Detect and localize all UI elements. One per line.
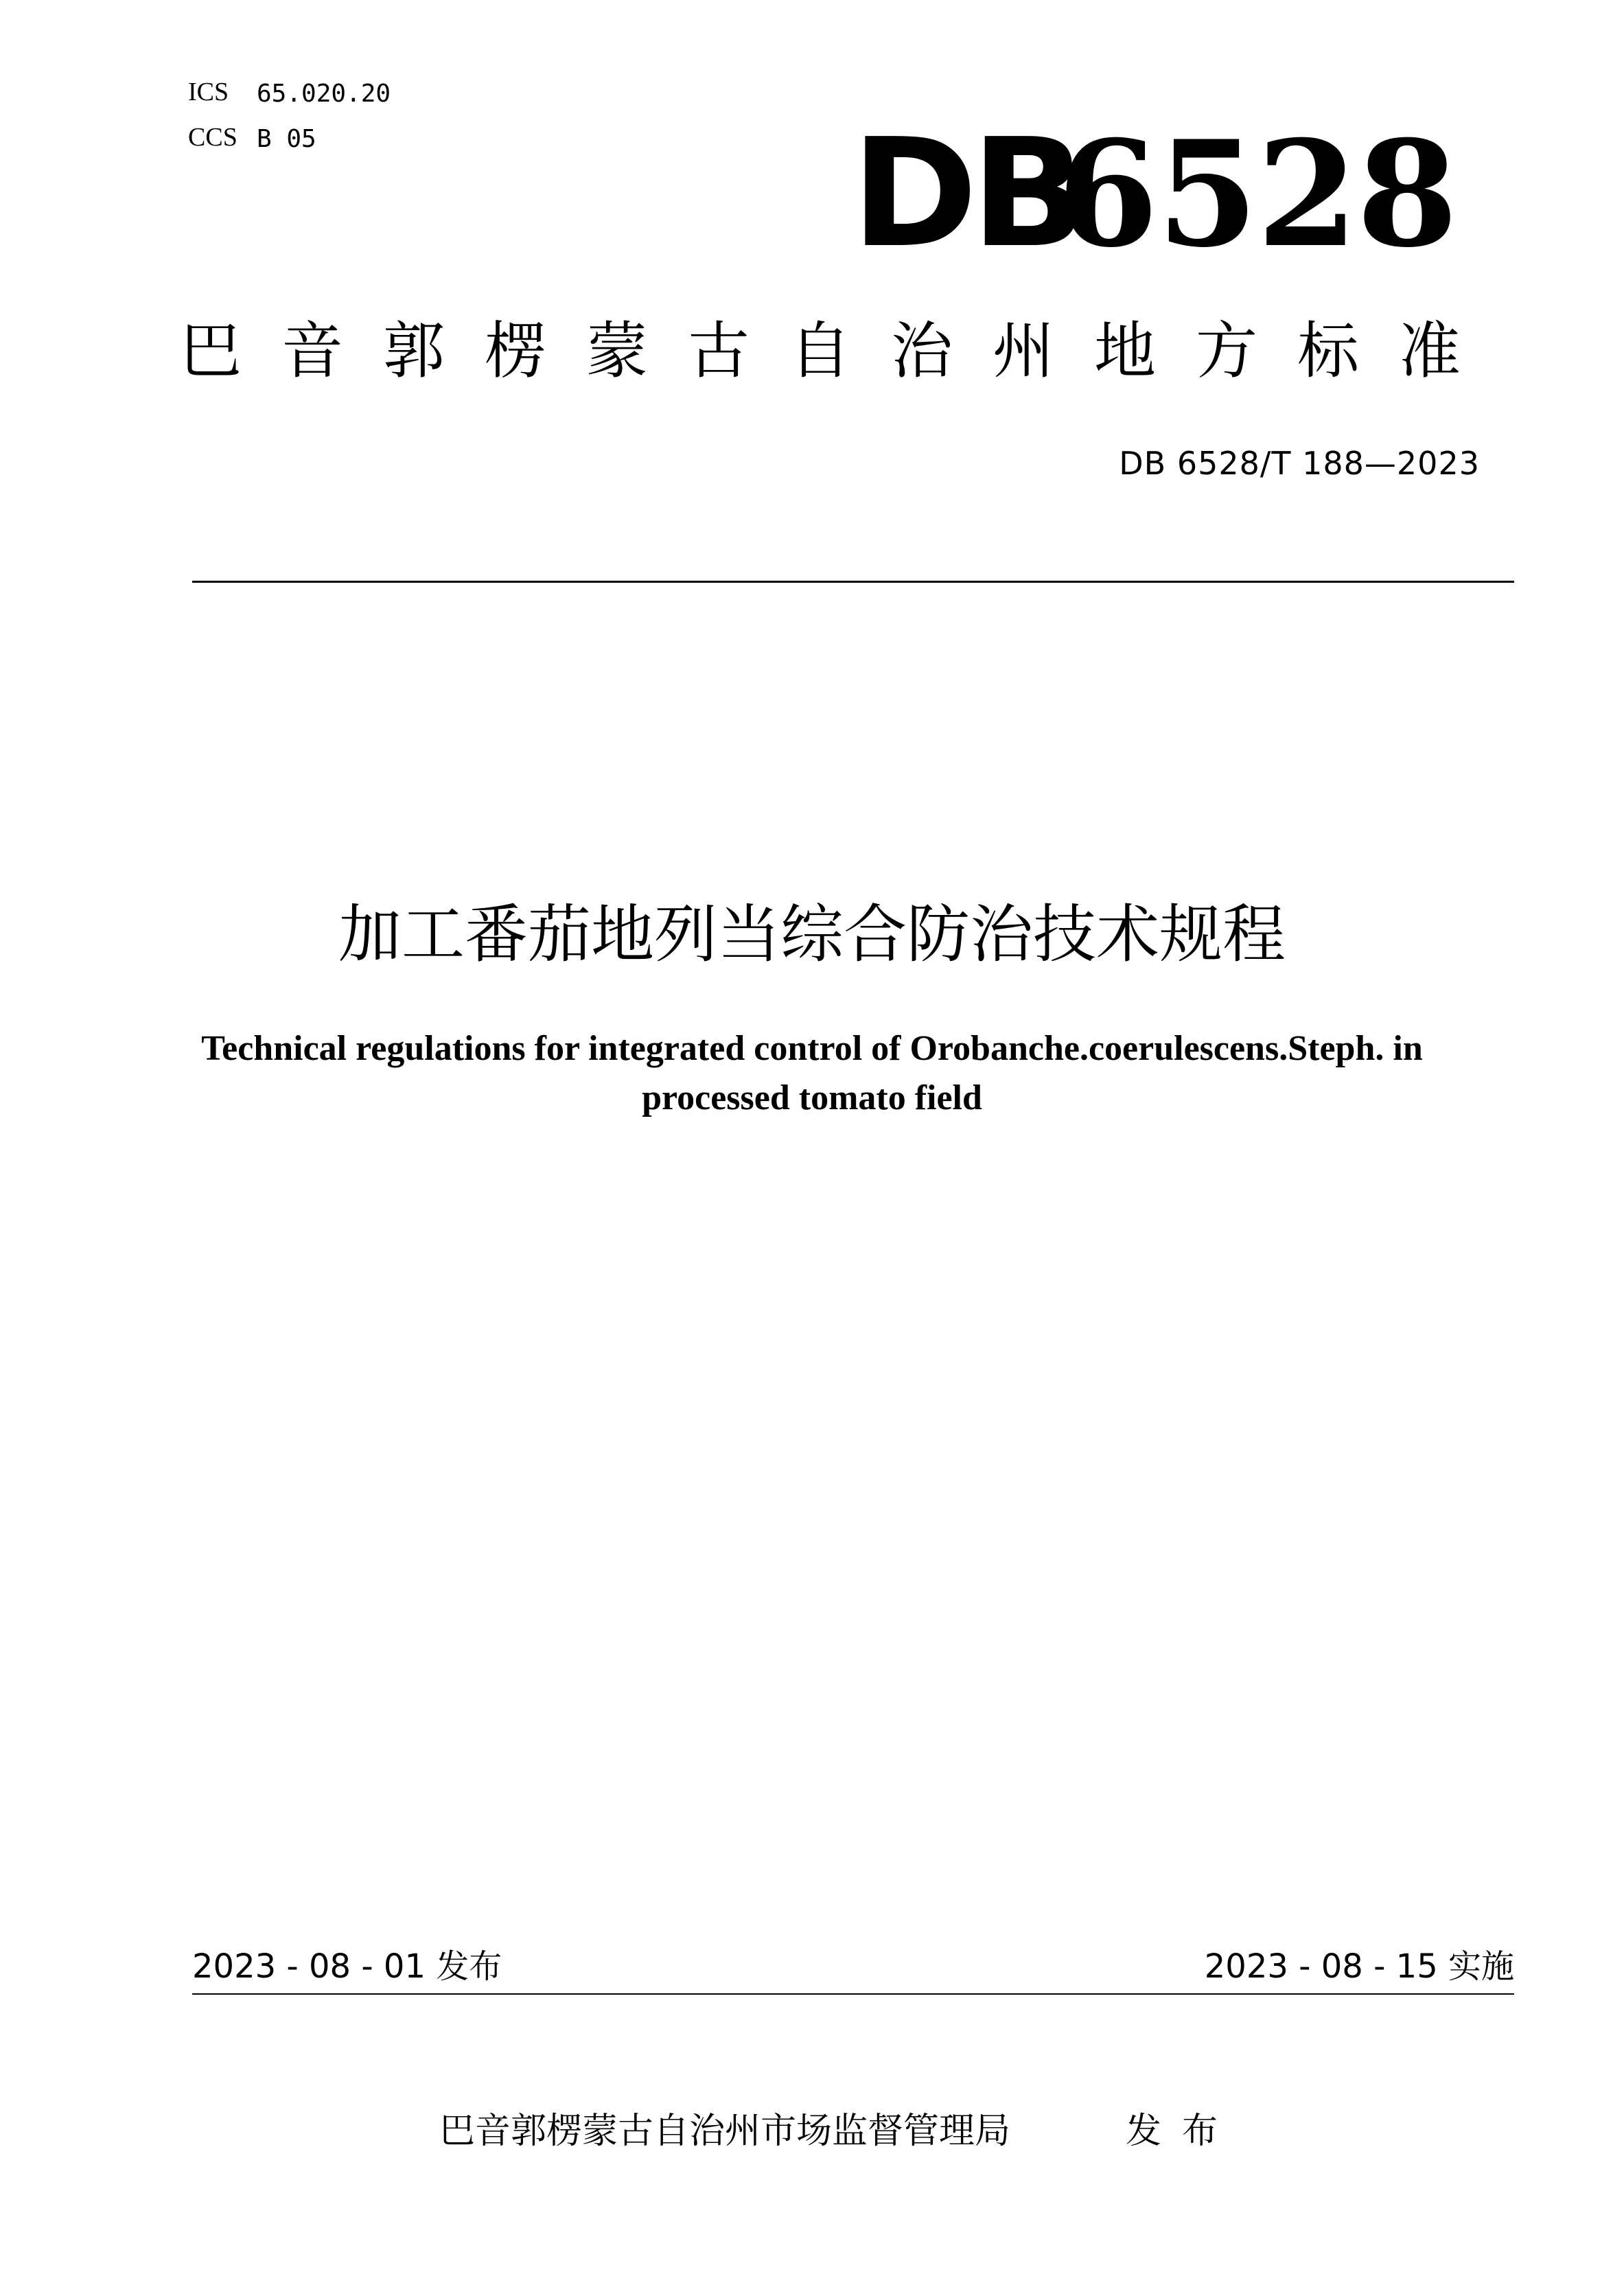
logo-number: 6528 [1057, 108, 1457, 279]
ics-code: 65.020.20 [257, 80, 391, 108]
issuing-authority: 巴音郭楞蒙古自治州市场监督管理局 [439, 2111, 1011, 2152]
issuer-action: 发布 [1126, 2111, 1239, 2152]
title-chinese: 加工番茄地列当综合防治技术规程 [338, 898, 1286, 971]
standard-number: DB 6528/T 188—2023 [1119, 445, 1480, 482]
standard-type-heading: 巴音郭楞蒙古自治州地方标准 [180, 315, 1500, 387]
logo-prefix: DB [851, 107, 1080, 281]
top-divider [192, 581, 1514, 583]
title-english-line2: processed tomato field [642, 1078, 982, 1117]
title-english [0, 1024, 1624, 1123]
db-logo [851, 107, 1457, 281]
ccs-code: B 05 [257, 125, 316, 153]
issue-date: 2023 - 08 - 01 发布 [192, 1947, 502, 1986]
title-english-line1: Technical regulations for integrated control of Orobanche.coerulescens.Steph. in [201, 1029, 1423, 1068]
ccs-label: CCS [188, 123, 237, 152]
ics-label: ICS [188, 78, 229, 106]
bottom-divider [192, 1993, 1514, 1995]
implementation-date: 2023 - 08 - 15 实施 [1204, 1947, 1514, 1986]
